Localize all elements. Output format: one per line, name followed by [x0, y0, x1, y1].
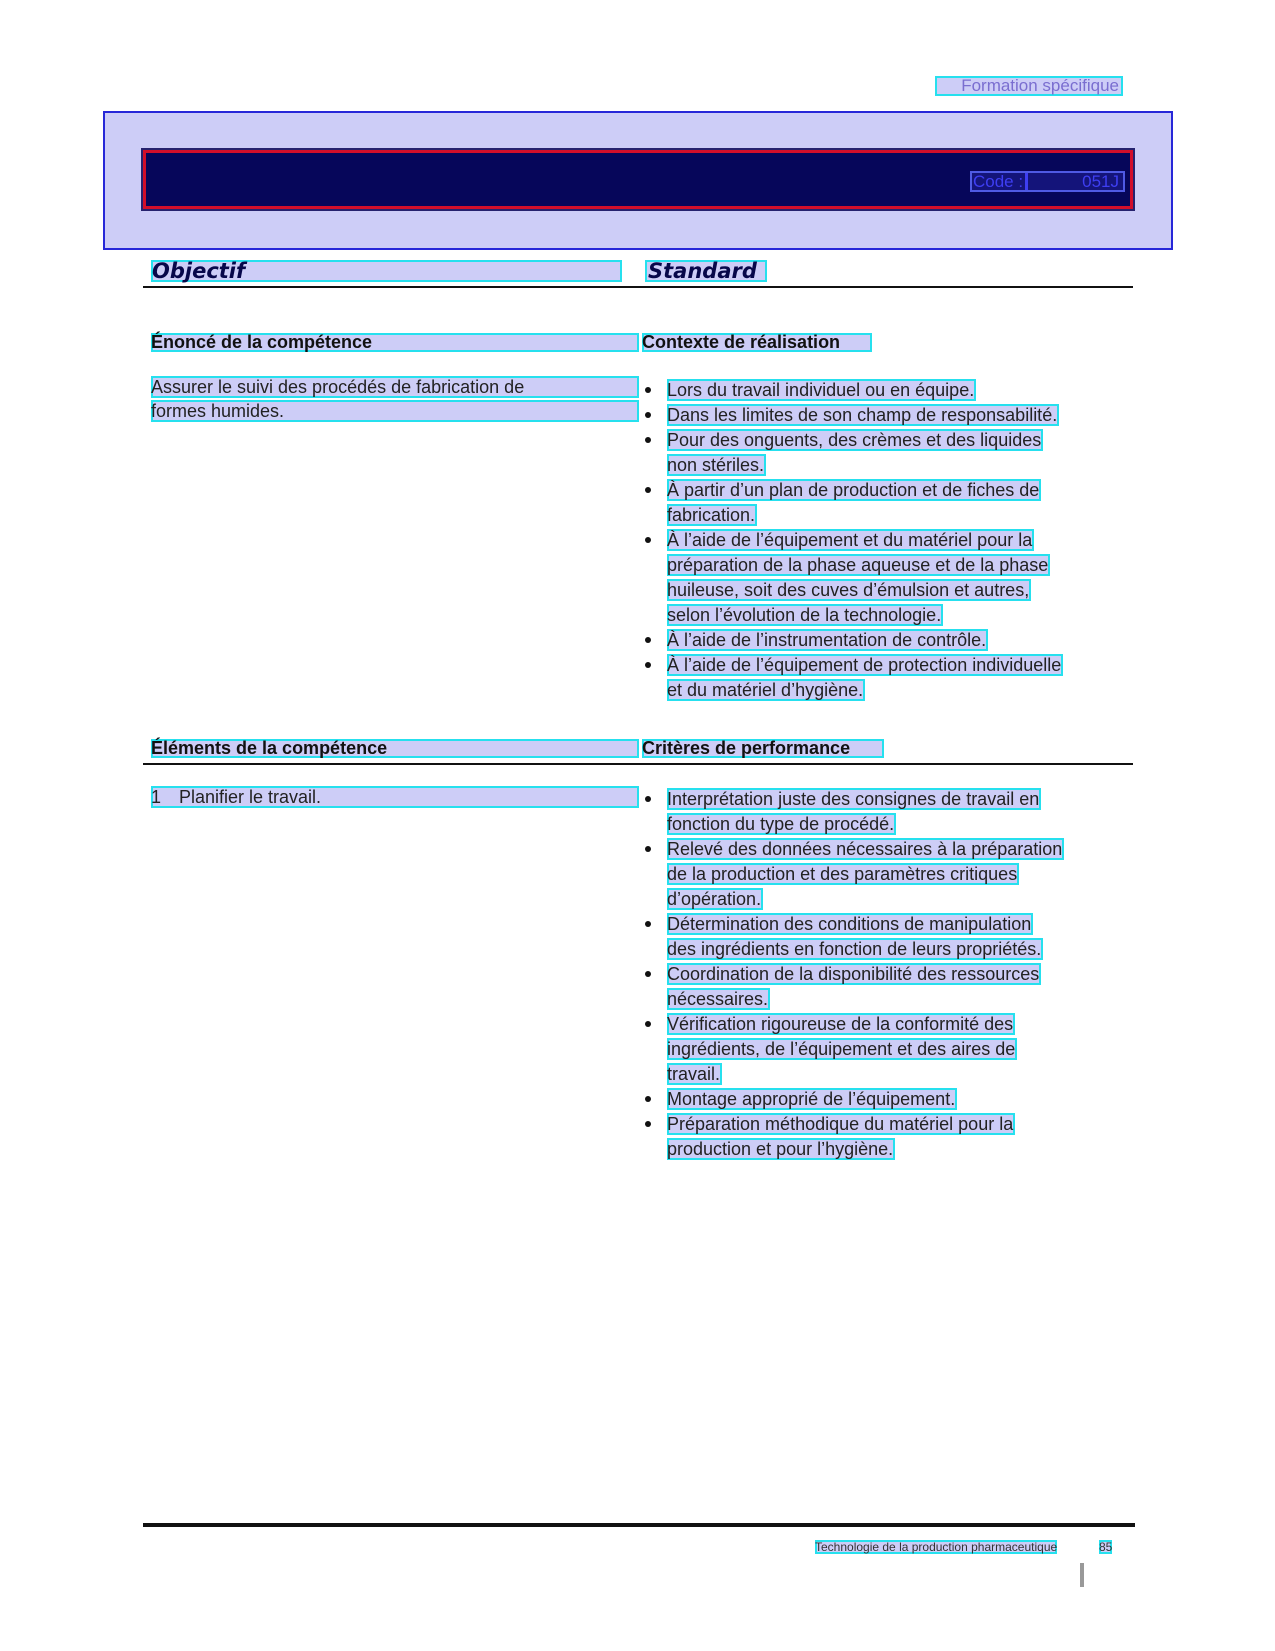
element-text: Planifier le travail.: [179, 787, 322, 807]
list-item: [642, 478, 1122, 528]
list-item-line: des ingrédients en fonction de leurs propriétés.: [667, 939, 1042, 959]
list-item-line: huileuse, soit des cuves d’émulsion et autres,: [667, 580, 1030, 600]
list-item-line: Préparation méthodique du matériel pour la: [667, 1114, 1014, 1134]
list-item-line: Lors du travail individuel ou en équipe.: [667, 380, 975, 400]
list-item-line: ingrédients, de l’équipement et des aires de: [667, 1039, 1016, 1059]
list-item-line: préparation de la phase aqueuse et de la phase: [667, 555, 1049, 575]
bullet-icon: [645, 846, 651, 852]
program-type-header: Formation spécifique: [935, 76, 1123, 96]
section-rule: [143, 763, 1133, 765]
list-item-line: production et pour l’hygiène.: [667, 1139, 894, 1159]
footer-page-number: 85: [1099, 1540, 1113, 1554]
context-list: [642, 378, 1122, 703]
list-item-line: Montage approprié de l’équipement.: [667, 1089, 956, 1109]
list-item-line: Interprétation juste des consignes de travail en: [667, 789, 1040, 809]
list-item: [642, 1012, 1122, 1087]
footer-mark: [1080, 1563, 1084, 1587]
bullet-icon: [645, 412, 651, 418]
list-item: [642, 428, 1122, 478]
section-heading-contexte: Contexte de réalisation: [642, 333, 872, 352]
list-item: [642, 837, 1122, 912]
list-item: [642, 962, 1122, 1012]
column-title-standard: Standard: [645, 260, 767, 282]
bullet-icon: [645, 437, 651, 443]
bullet-icon: [645, 796, 651, 802]
section-heading-enonce: Énoncé de la compétence: [151, 333, 639, 352]
code-separator: [1025, 173, 1028, 190]
bullet-icon: [645, 1021, 651, 1027]
bullet-icon: [645, 637, 651, 643]
list-item: [642, 1112, 1122, 1162]
footer-rule: [143, 1523, 1135, 1527]
code-value: 051J: [1082, 172, 1119, 191]
list-item-line: À l’aide de l’équipement de protection individuelle: [667, 655, 1062, 675]
list-item: [642, 1087, 1122, 1112]
statement-line: formes humides.: [151, 400, 639, 422]
footer-program-name: Technologie de la production pharmaceutique: [815, 1540, 1058, 1554]
list-item-line: À l’aide de l’équipement et du matériel pour la: [667, 530, 1033, 550]
competency-element: [151, 786, 639, 808]
list-item-line: et du matériel d’hygiène.: [667, 680, 864, 700]
bullet-icon: [645, 387, 651, 393]
list-item-line: Pour des onguents, des crèmes et des liquides: [667, 430, 1042, 450]
bullet-icon: [645, 487, 651, 493]
list-item: [642, 378, 1122, 403]
list-item-line: Relevé des données nécessaires à la préparation: [667, 839, 1063, 859]
bullet-icon: [645, 662, 651, 668]
list-item-line: À l’aide de l’instrumentation de contrôle.: [667, 630, 987, 650]
list-item-line: de la production et des paramètres critiques: [667, 864, 1018, 884]
list-item-line: À partir d’un plan de production et de fiches de: [667, 480, 1040, 500]
competency-code: [970, 171, 1125, 192]
list-item-line: fabrication.: [667, 505, 756, 525]
list-item: [642, 787, 1122, 837]
list-item: [642, 653, 1122, 703]
criteria-list: [642, 787, 1122, 1162]
section-heading-criteres: Critères de performance: [642, 739, 884, 758]
column-title-rule: [143, 286, 1133, 288]
list-item-line: Coordination de la disponibilité des ressources: [667, 964, 1040, 984]
list-item-line: Dans les limites de son champ de responsabilité.: [667, 405, 1058, 425]
bullet-icon: [645, 971, 651, 977]
list-item-line: Vérification rigoureuse de la conformité des: [667, 1014, 1014, 1034]
list-item-line: non stériles.: [667, 455, 765, 475]
competency-statement: [151, 376, 639, 424]
statement-line: Assurer le suivi des procédés de fabrication de: [151, 376, 639, 398]
list-item-line: nécessaires.: [667, 989, 769, 1009]
bullet-icon: [645, 1121, 651, 1127]
list-item: [642, 403, 1122, 428]
list-item-line: travail.: [667, 1064, 721, 1084]
section-heading-elements: Éléments de la compétence: [151, 739, 639, 758]
element-number: 1: [151, 787, 162, 807]
bullet-icon: [645, 537, 651, 543]
list-item-line: selon l’évolution de la technologie.: [667, 605, 942, 625]
column-title-objectif: Objectif: [151, 260, 622, 282]
list-item: [642, 628, 1122, 653]
list-item-line: fonction du type de procédé.: [667, 814, 895, 834]
list-item-line: Détermination des conditions de manipulation: [667, 914, 1032, 934]
code-label: Code :: [973, 172, 1024, 191]
bullet-icon: [645, 1096, 651, 1102]
list-item: [642, 528, 1122, 628]
list-item: [642, 912, 1122, 962]
list-item-line: d’opération.: [667, 889, 762, 909]
bullet-icon: [645, 921, 651, 927]
